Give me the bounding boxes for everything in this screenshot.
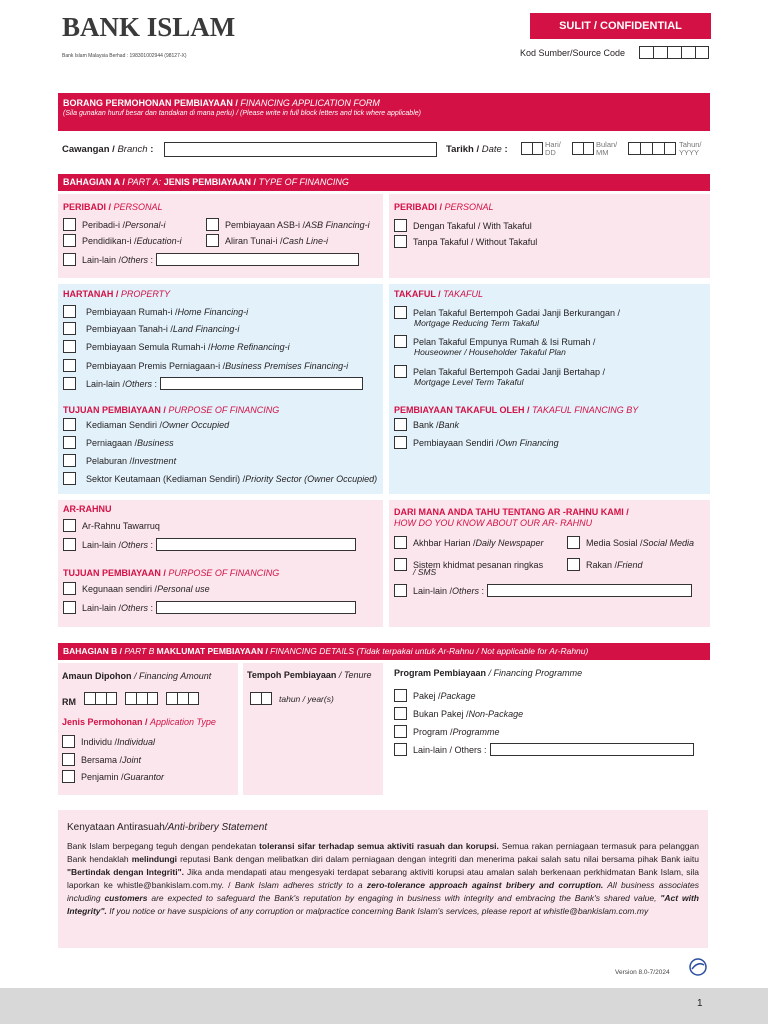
branch-input[interactable] — [164, 142, 437, 157]
confidential-banner: SULIT / CONFIDENTIAL — [530, 13, 711, 39]
checkbox[interactable] — [63, 538, 76, 551]
checkbox[interactable] — [394, 558, 407, 571]
option-package[interactable]: Pakej / Package — [394, 689, 476, 702]
how-know-panel — [389, 500, 710, 627]
checkbox[interactable] — [567, 536, 580, 549]
checkbox[interactable] — [206, 218, 219, 231]
source-code-label: Kod Sumber/Source Code — [520, 48, 626, 58]
property-panel — [58, 284, 383, 494]
option-social-media[interactable]: Media Sosial / Social Media — [567, 536, 694, 549]
ar-rahnu-panel — [58, 500, 383, 627]
application-type-heading: Jenis Permohonan / Application Type — [62, 717, 216, 727]
checkbox[interactable] — [62, 753, 75, 766]
option-without-takaful[interactable]: Tanpa Takaful / Without Takaful — [394, 235, 537, 248]
option-investment[interactable]: Pelaburan / Investment — [63, 454, 176, 467]
personal-takaful-heading: PERIBADI / PERSONAL — [394, 202, 494, 212]
checkbox[interactable] — [63, 322, 76, 335]
part-a-bar: BAHAGIAN A / PART A: JENIS PEMBIAYAAN / TYPE OF FINANCING — [58, 174, 710, 191]
option-non-package[interactable]: Bukan Pakej / Non-Package — [394, 707, 523, 720]
option-home-financing[interactable]: Pembiayaan Rumah-i / Home Financing-i — [63, 305, 248, 318]
option-personal-use[interactable]: Kegunaan sendiri / Personal use — [63, 582, 210, 595]
checkbox[interactable] — [63, 601, 76, 614]
option-friend[interactable]: Rakan / Friend — [567, 558, 643, 571]
option-by-bank[interactable]: Bank / Bank — [394, 418, 459, 431]
checkbox[interactable] — [62, 735, 75, 748]
option-label-en: / SMS — [413, 567, 437, 577]
programme-label: Program Pembiayaan / Financing Programme — [394, 668, 583, 678]
years-label: tahun / year(s) — [279, 694, 334, 704]
option-purpose-others[interactable]: Lain-lain / Others : — [63, 601, 356, 614]
others-input[interactable] — [156, 538, 356, 551]
option-mortgage-reducing[interactable]: Pelan Takaful Bertempoh Gadai Janji Berkurangan / — [394, 306, 620, 319]
checkbox[interactable] — [394, 689, 407, 702]
others-input[interactable] — [156, 253, 359, 266]
property-heading: HARTANAH / PROPERTY — [63, 289, 171, 299]
personal-takaful-panel — [389, 194, 710, 278]
option-business[interactable]: Perniagaan / Business — [63, 436, 174, 449]
option-know-others[interactable]: Lain-lain / Others : — [394, 584, 692, 597]
option-land-financing[interactable]: Pembiayaan Tanah-i / Land Financing-i — [63, 322, 239, 335]
personal-heading: PERIBADI / PERSONAL — [63, 202, 163, 212]
checkbox[interactable] — [63, 305, 76, 318]
checkbox[interactable] — [394, 306, 407, 319]
month-label: Bulan/ MM — [596, 140, 618, 157]
form-title-bar — [58, 93, 710, 131]
year-label: Tahun/ YYYY — [679, 140, 702, 157]
option-houseowner[interactable]: Pelan Takaful Empunya Rumah & Isi Rumah / — [394, 335, 595, 348]
amount-input[interactable] — [84, 692, 117, 705]
source-code-input[interactable] — [639, 46, 709, 59]
date-label: Tarikh / Date : — [446, 144, 508, 155]
others-input[interactable] — [156, 601, 356, 614]
statement-body: Bank Islam berpegang teguh dengan pendekatan toleransi sifar terhadap semua aktiviti rasuah dan korupsi. Semua rakan perniagaan termasuk para pelanggan Bank hendaklah melindungi reputasi Bank dengan melibatkan diri dalam perniagaan dengan integriti dan menerima pakai salah satu nilai bersama pihak Bank iaitu "Bertindak dengan Integriti". Jika anda mendapati atau mengesyaki terdapat sebarang aktiviti korupsi atau amalan salah berkenaan perkhidmatan Bank Islam, sila laporkan ke whistle@bankislam.com.my. / Bank Islam adheres strictly to a zero-tolerance approach against bribery and corruption. All business associates including customers are expected to safeguard the Bank's reputation by engaging in business with integrity and embracing the Bank's shared value, "Act with Integrity". If you notice or have suspicions of any corruption or malpractice concerning Bank Islam's services, please report at whistle@bankislam.com.my — [67, 841, 699, 916]
takaful-panel — [389, 284, 710, 494]
option-business-premises[interactable]: Pembiayaan Premis Perniagaan-i / Business Premises Financing-i — [63, 359, 348, 372]
option-with-takaful[interactable]: Dengan Takaful / With Takaful — [394, 219, 532, 232]
bank-logo: BANK ISLAM — [62, 12, 236, 42]
option-education-i[interactable]: Pendidikan-i / Education-i — [63, 234, 182, 247]
checkbox[interactable] — [394, 219, 407, 232]
day-label: Hari/ DD — [545, 140, 561, 157]
ar-rahnu-purpose-heading: TUJUAN PEMBIAYAAN / PURPOSE OF FINANCING — [63, 568, 280, 578]
option-personal-others[interactable]: Lain-lain / Others : — [63, 253, 359, 266]
footer-bar — [0, 988, 768, 1024]
option-ar-rahnu-others[interactable]: Lain-lain / Others : — [63, 538, 356, 551]
option-ar-rahnu-tawarruq[interactable]: Ar-Rahnu Tawarruq — [63, 519, 160, 532]
option-personal-i[interactable]: Peribadi-i / Personal-i — [63, 218, 166, 231]
checkbox[interactable] — [63, 418, 76, 431]
version-label: Version 8.0-7/2024 — [615, 969, 670, 976]
option-priority-sector[interactable]: Sektor Keutamaan (Kediaman Sendiri) / Priority Sector (Owner Occupied) — [63, 472, 377, 485]
checkbox[interactable] — [63, 454, 76, 467]
amount-input[interactable] — [125, 692, 158, 705]
how-know-heading: DARI MANA ANDA TAHU TENTANG AR -RAHNU KAMI / — [394, 507, 629, 517]
checkbox[interactable] — [394, 235, 407, 248]
option-label-en: Houseowner / Householder Takaful Plan — [414, 347, 566, 357]
checkbox[interactable] — [63, 519, 76, 532]
checkbox[interactable] — [63, 234, 76, 247]
personal-panel — [58, 194, 383, 278]
certification-icon — [688, 957, 708, 977]
form-note: (Sila gunakan huruf besar dan tandakan di mana perlu) / (Please write in full block letters and tick where applicable) — [63, 110, 421, 117]
amount-label: Amaun Dipohon / Financing Amount — [62, 671, 212, 681]
checkbox[interactable] — [63, 359, 76, 372]
form-title-en: FINANCING APPLICATION FORM — [240, 98, 380, 108]
branch-label: Cawangan / Branch : — [62, 144, 154, 155]
option-home-refinancing[interactable]: Pembiayaan Semula Rumah-i / Home Refinancing-i — [63, 340, 290, 353]
option-cash-line[interactable]: Aliran Tunai-i / Cash Line-i — [206, 234, 328, 247]
checkbox[interactable] — [394, 418, 407, 431]
option-mortgage-level[interactable]: Pelan Takaful Bertempoh Gadai Janji Bertahap / — [394, 365, 605, 378]
statement-title: Kenyataan Antirasuah/Anti-bribery Statement — [67, 822, 268, 833]
tenure-panel — [243, 663, 383, 795]
checkbox[interactable] — [394, 707, 407, 720]
anti-bribery-statement — [58, 810, 708, 948]
date-month-input[interactable] — [572, 142, 594, 155]
checkbox[interactable] — [394, 436, 407, 449]
checkbox[interactable] — [63, 377, 76, 390]
company-registration: Bank Islam Malaysia Berhad : 198301002944 (98127-X) — [62, 53, 187, 59]
takaful-by-heading: PEMBIAYAAN TAKAFUL OLEH / TAKAFUL FINANCING BY — [394, 405, 639, 415]
option-sms[interactable]: Sistem khidmat pesanan ringkas — [394, 558, 543, 571]
checkbox[interactable] — [394, 536, 407, 549]
option-owner-occupied[interactable]: Kediaman Sendiri / Owner Occupied — [63, 418, 229, 431]
checkbox[interactable] — [62, 770, 75, 783]
checkbox[interactable] — [394, 335, 407, 348]
programme-panel — [389, 663, 710, 795]
how-know-heading-en: HOW DO YOU KNOW ABOUT OUR AR- RAHNU — [394, 518, 593, 528]
part-b-bar: BAHAGIAN B / PART B MAKLUMAT PEMBIAYAAN / FINANCING DETAILS (Tidak terpakai untuk Ar-Rahnu / Not applicable for Ar-Rahnu) — [58, 643, 710, 660]
option-label-en: Mortgage Level Term Takaful — [414, 377, 524, 387]
checkbox[interactable] — [63, 218, 76, 231]
option-guarantor[interactable]: Penjamin / Guarantor — [62, 770, 164, 783]
rm-label: RM — [62, 697, 76, 707]
option-programme-others[interactable]: Lain-lain / Others : — [394, 743, 694, 756]
option-individual[interactable]: Individu / Individual — [62, 735, 155, 748]
checkbox[interactable] — [63, 340, 76, 353]
option-daily-newspaper[interactable]: Akhbar Harian / Daily Newspaper — [394, 536, 544, 549]
purpose-heading: TUJUAN PEMBIAYAAN / PURPOSE OF FINANCING — [63, 405, 280, 415]
tenure-input[interactable] — [250, 692, 272, 705]
checkbox[interactable] — [394, 725, 407, 738]
others-input[interactable] — [490, 743, 694, 756]
option-property-others[interactable]: Lain-lain / Others : — [63, 377, 363, 390]
checkbox[interactable] — [567, 558, 580, 571]
checkbox[interactable] — [63, 472, 76, 485]
ar-rahnu-heading: AR-RAHNU — [63, 504, 112, 514]
others-input[interactable] — [487, 584, 692, 597]
page-number: 1 — [697, 998, 703, 1009]
checkbox[interactable] — [394, 743, 407, 756]
checkbox[interactable] — [63, 436, 76, 449]
date-day-input[interactable] — [521, 142, 543, 155]
option-joint[interactable]: Bersama / Joint — [62, 753, 141, 766]
option-asb-financing[interactable]: Pembiayaan ASB-i / ASB Financing-i — [206, 218, 370, 231]
others-input[interactable] — [160, 377, 363, 390]
amount-input[interactable] — [166, 692, 199, 705]
takaful-heading: TAKAFUL / TAKAFUL — [394, 289, 484, 299]
form-title: BORANG PERMOHONAN PEMBIAYAAN / — [63, 98, 241, 108]
amount-panel — [58, 663, 238, 795]
checkbox[interactable] — [63, 582, 76, 595]
option-own-financing[interactable]: Pembiayaan Sendiri / Own Financing — [394, 436, 559, 449]
option-programme[interactable]: Program / Programme — [394, 725, 500, 738]
option-label-en: Mortgage Reducing Term Takaful — [414, 318, 540, 328]
tenure-label: Tempoh Pembiayaan / Tenure — [247, 670, 372, 680]
checkbox[interactable] — [63, 253, 76, 266]
checkbox[interactable] — [394, 365, 407, 378]
date-year-input[interactable] — [628, 142, 676, 155]
checkbox[interactable] — [394, 584, 407, 597]
checkbox[interactable] — [206, 234, 219, 247]
